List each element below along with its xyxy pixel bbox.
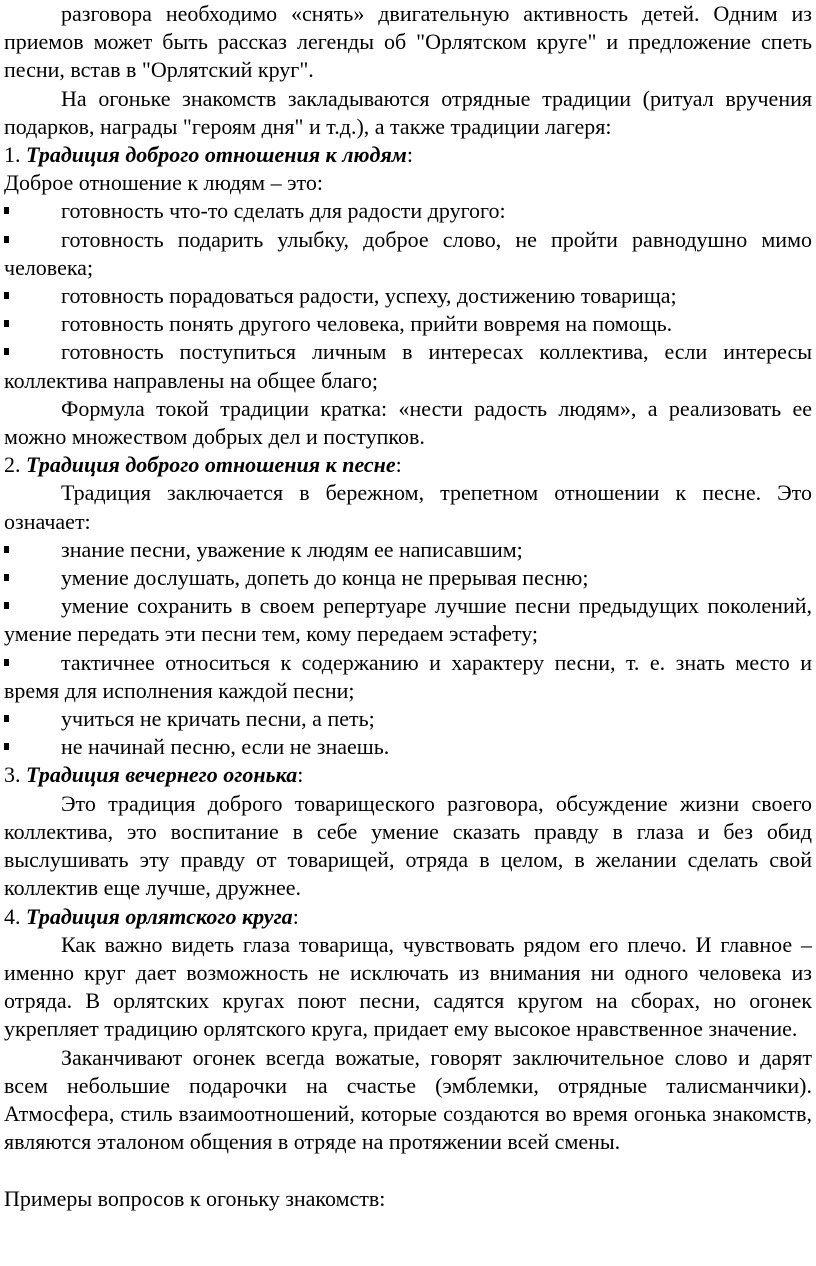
section-heading-4: 4. Традиция орлятского круга: <box>4 903 299 929</box>
bullet-icon <box>4 659 9 666</box>
bullet-icon <box>4 236 9 243</box>
section-heading-2: 2. Традиция доброго отношения к песне: <box>4 452 402 478</box>
section-title: Традиция доброго отношения к людям <box>26 142 407 168</box>
list-item: готовность порадоваться радости, успеху, достижению товарища; <box>4 282 812 310</box>
list-item: умение сохранить в своем репертуаре лучшие песни предыдущих поколений, умение передать эти песни тем, кому передаем эстафету; <box>4 593 812 647</box>
list-item: готовность подарить улыбку, доброе слово, не пройти равнодушно мимо человека; <box>4 226 812 280</box>
list-item: готовность поступиться личным в интересах коллектива, если интересы коллектива направлены на общее благо; <box>4 339 812 393</box>
paragraph-formula: Формула токой традиции кратка: «нести радость людям», а реализовать ее можно множеством добрых дел и поступков. <box>4 395 812 450</box>
blank-line <box>4 1156 812 1184</box>
bullet-icon <box>4 546 9 553</box>
list-item: умение дослушать, допеть до конца не прерывая песню; <box>4 564 812 592</box>
bullet-icon <box>4 715 9 722</box>
section-number: 1. <box>4 142 26 168</box>
document-page <box>4 0 812 1213</box>
section-lead: Традиция заключается в бережном, трепетном отношении к песне. Это означает: <box>4 480 812 534</box>
list-item: учиться не кричать песни, а петь; <box>4 705 812 733</box>
paragraph-traditions: На огоньке знакомств закладываются отрядные традиции (ритуал вручения подарков, награды "героям дня" и т.д.), а также традиции лагеря: <box>4 85 812 139</box>
bullet-icon <box>4 743 9 750</box>
list-item: готовность что-то сделать для радости другого: <box>4 197 812 225</box>
paragraph-intro: разговора необходимо «снять» двигательную активность детей. Одним из приемов может быть рассказ легенды об "Орлятском круге" и предложение спеть песни, встав в "Орлятский круг". <box>4 1 812 83</box>
list-item: знание песни, уважение к людям ее написавшим; <box>4 536 812 564</box>
bullet-icon <box>4 574 9 581</box>
paragraph-closing: Заканчивают огонек всегда вожатые, говорят заключительное слово и дарят всем небольшие подарочки на счастье (эмблемки, отрядные талисманчики). Атмосфера, стиль взаимоотношений, которые создаются во время огонька знакомств, являются эталоном общения в отряде на протяжении всей смены. <box>4 1044 812 1155</box>
bullet-icon <box>4 207 9 214</box>
section-number: 3. <box>4 762 26 788</box>
section-text: Как важно видеть глаза товарища, чувствовать рядом его плечо. И главное – именно круг дает возможность не исключать из внимания ни одного человека из отряда. В орлятских кругах поют песни, садятся кругом на сборах, но огонек укрепляет традицию орлятского круга, придает ему высокое нравственное значение. <box>4 931 812 1042</box>
paragraph-examples: Примеры вопросов к огоньку знакомств: <box>4 1185 386 1211</box>
section-heading-3: 3. Традиция вечернего огонька: <box>4 762 304 788</box>
list-item: готовность понять другого человека, прийти вовремя на помощь. <box>4 310 812 338</box>
bullet-icon <box>4 292 9 299</box>
bullet-icon <box>4 320 9 327</box>
list-item: не начинай песню, если не знаешь. <box>4 733 812 761</box>
section-heading-1: 1. Традиция доброго отношения к людям: <box>4 142 413 168</box>
section-number: 2. <box>4 452 26 478</box>
list-item: тактичнее относиться к содержанию и характеру песни, т. е. знать место и время для исполнения каждой песни; <box>4 649 812 703</box>
section-title: Традиция доброго отношения к песне <box>26 452 396 478</box>
section-text: Это традиция доброго товарищеского разговора, обсуждение жизни своего коллектива, это воспитание в себе умение сказать правду в глаза и без обид выслушивать эту правду от товарищей, отряда в целом, в желании сделать свой коллектив еще лучше, дружнее. <box>4 790 812 901</box>
section-lead: Доброе отношение к людям – это: <box>4 170 323 196</box>
section-number: 4. <box>4 903 26 929</box>
bullet-icon <box>4 602 9 609</box>
bullet-icon <box>4 348 9 355</box>
section-title: Традиция орлятского круга <box>26 903 293 929</box>
section-title: Традиция вечернего огонька <box>26 762 298 788</box>
